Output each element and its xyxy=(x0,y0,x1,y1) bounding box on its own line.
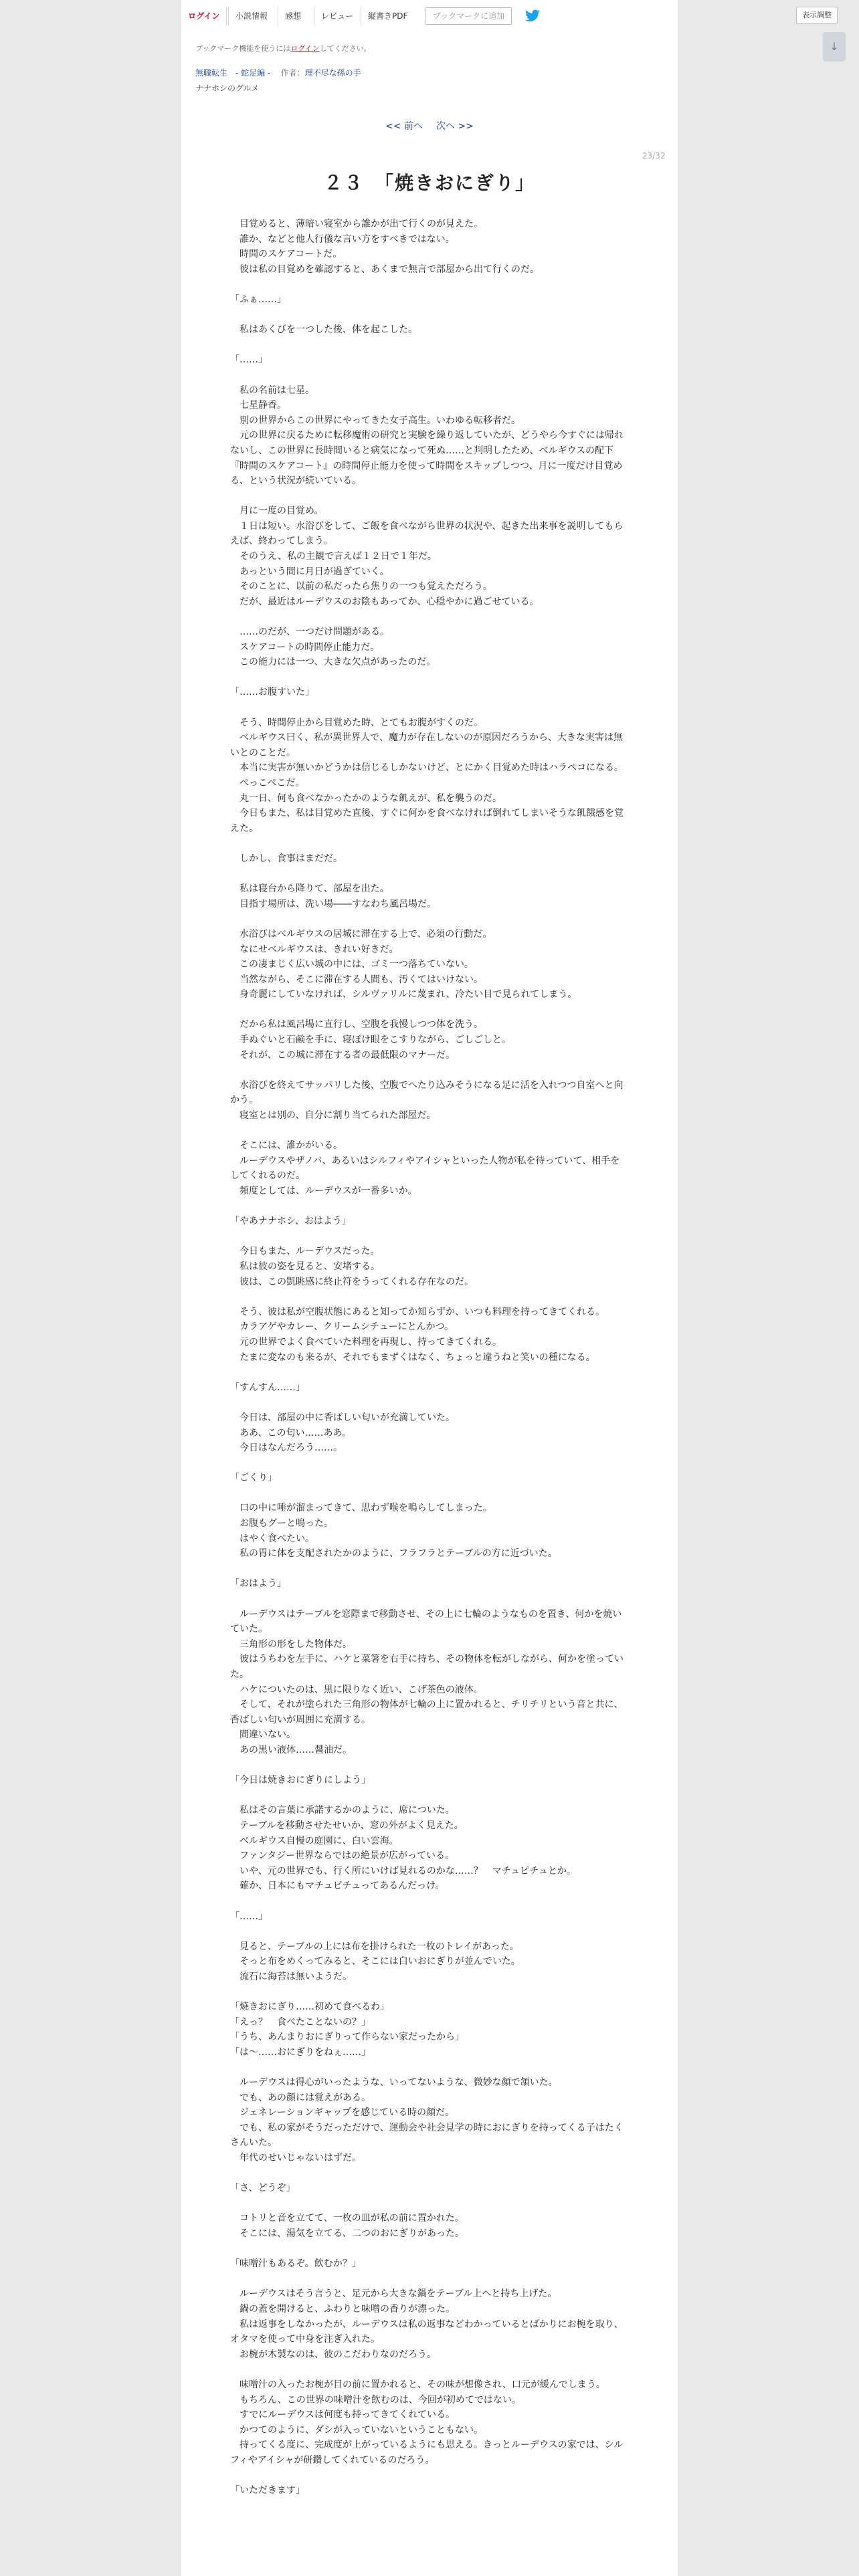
paragraph: でも、あの顔には覚えがある。 xyxy=(230,2092,371,2103)
blank-line xyxy=(230,2060,626,2075)
paragraph: かつてのように、ダシが入っていないということもない。 xyxy=(230,2424,483,2436)
bookmark-note-before: ブックマーク機能を使うには xyxy=(195,44,291,53)
paragraph: 本当に実害が無いかどうかは信じるしかないけど、とにかく目覚めた時はハラペコになる。 xyxy=(230,762,624,774)
vertical-pdf-link[interactable]: 縦書きPDF xyxy=(361,7,414,25)
bookmark-note-after: してください。 xyxy=(319,44,371,53)
paragraph: 時間のスケアコートだ。 xyxy=(230,249,343,260)
paragraph: そこには、誰かがいる。 xyxy=(230,1140,343,1152)
blank-line xyxy=(230,1289,626,1305)
paragraph: はやく食べたい。 xyxy=(230,1533,314,1544)
blank-line xyxy=(230,1229,626,1245)
blank-line xyxy=(230,1199,626,1214)
blank-line xyxy=(230,1984,626,2000)
paragraph: すでにルーデウスは何度も持ってきてくれている。 xyxy=(230,2409,455,2421)
paragraph: そう、時間停止から目覚めた時、とてもお腹がすくのだ。 xyxy=(230,717,483,728)
blank-line xyxy=(230,1758,626,1774)
paragraph: ジェネレーションギャップを感じている時の顔だ。 xyxy=(230,2107,455,2119)
blank-line xyxy=(230,1002,626,1018)
paragraph: そこには、湯気を立てる、二つのおにぎりがあった。 xyxy=(230,2228,464,2239)
paragraph: 口の中に唾が溜まってきて、思わず喉を鳴らしてしまった。 xyxy=(230,1503,492,1514)
blank-line xyxy=(230,700,626,716)
paragraph: 別の世界からこの世界にやってきた女子高生。いわゆる転移者だ。 xyxy=(230,415,520,426)
paragraph: 手ぬぐいと石鹸を手に、寝ぼけ眼をこすりながら、ごしごしと。 xyxy=(230,1035,511,1046)
paragraph: 誰か、などと他人行儀な言い方をすべきではない。 xyxy=(230,233,455,245)
prev-chapter-link[interactable]: << 前へ xyxy=(385,121,423,132)
paragraph: 「うち、あんまりおにぎりって作らない家だったから」 xyxy=(230,2032,464,2043)
paragraph: この凄まじく広い城の中には、ゴミ一つ落ちていない。 xyxy=(230,959,474,970)
paragraph: 持ってくる度に、完成度が上がっているようにも思える。きっとルーデウスの家では、シルフィやアイシャが研鑽してくれているのだろう。 xyxy=(230,2440,624,2466)
paragraph: 彼はうちわを左手に、ハケと菜箸を右手に持ち、その物体を転がしながら、何かを塗っていた。 xyxy=(230,1654,624,1680)
paragraph: 「ごくり」 xyxy=(230,1473,277,1484)
paragraph: だから私は風呂場に直行し、空腹を我慢しつつ体を洗う。 xyxy=(230,1019,483,1031)
paragraph: ルーデウスはテーブルを窓際まで移動させ、その上に七輪のようなものを置き、何かを焼いていた。 xyxy=(230,1608,622,1635)
paragraph: たまに変なのも来るが、それでもまずくはなく、ちょっと違うねと笑いの種になる。 xyxy=(230,1352,595,1363)
blank-line xyxy=(230,2468,626,2483)
scroll-down-arrow-icon[interactable]: ↓ xyxy=(823,32,846,62)
paragraph: 「やあナナホシ、おはよう」 xyxy=(230,1216,351,1227)
paragraph: 「いただきます」 xyxy=(230,2485,305,2496)
paragraph: 七星静香。 xyxy=(230,400,286,411)
paragraph: あの黒い液体……醤油だ。 xyxy=(230,1744,352,1755)
paragraph: 月に一度の目覚め。 xyxy=(230,506,324,517)
blank-line xyxy=(230,489,626,504)
paragraph: 今日はなんだろう……。 xyxy=(230,1442,343,1454)
top-navigation xyxy=(181,4,678,28)
paragraph: 目覚めると、薄暗い寝室から誰かが出て行くのが見えた。 xyxy=(230,219,483,229)
paragraph: 私の胃に体を支配されたかのように、フラフラとテーブルの方に近づいた。 xyxy=(230,1548,557,1560)
blank-line xyxy=(230,1395,626,1410)
paragraph: そう、彼は私が空腹状態にあると知ってか知らずか、いつも料理を持ってきてくれる。 xyxy=(230,1306,605,1317)
paragraph: 丸一日、何も食べなかったかのような飢えが、私を襲うのだ。 xyxy=(230,792,502,804)
paragraph: 鍋の蓋を開けると、ふわりと味噌の香りが漂った。 xyxy=(230,2303,455,2315)
paragraph: もちろん、この世界の味噌汁を飲むのは、今回が初めてではない。 xyxy=(230,2394,521,2405)
paragraph: スケアコートの時間停止能力だ。 xyxy=(230,641,380,653)
blank-line xyxy=(230,1562,626,1577)
blank-line xyxy=(230,338,626,353)
paragraph: 元の世界に戻るために転移魔術の研究と実験を繰り返していたが、どうやら今すぐには帰れないし、この世界に長時間いると病気になって死ぬ……と判明したため、ベルギウスの配下『時間のスケアコート』の時間停止能力を使って時間をスキップしつつ、月に一度だけ目覚める、という状況が続いている。 xyxy=(230,430,624,487)
blank-line xyxy=(230,1063,626,1078)
paragraph: 私は返事をしなかったが、ルーデウスは私の返事などわかっているとばかりにお椀を取り、オタマを使って中身を注ぎ入れた。 xyxy=(230,2319,624,2345)
paragraph: でも、私の家がそうだっただけで、運動会や社会見学の時におにぎりを持ってくる子はたくさんいた。 xyxy=(230,2122,624,2149)
blank-line xyxy=(230,2242,626,2257)
paragraph: 流石に海苔は無いようだ。 xyxy=(230,1971,352,1982)
paragraph: ああ、この匂い……ああ。 xyxy=(230,1427,351,1438)
paragraph: ……のだが、一つだけ問題がある。 xyxy=(230,627,389,638)
paragraph: 「さ、どうぞ」 xyxy=(230,2183,296,2194)
paragraph: お腹もグーと鳴った。 xyxy=(230,1518,333,1529)
paragraph: カラアゲやカレー、クリームシチューにとんかつ。 xyxy=(230,1321,454,1333)
blank-line xyxy=(230,368,626,383)
twitter-bird-icon[interactable] xyxy=(524,8,541,24)
paragraph: ファンタジー世界ならではの絶景が広がっている。 xyxy=(230,1850,455,1862)
author-link[interactable]: 理不尽な孫の手 xyxy=(304,68,361,78)
paragraph: コトリと音を立てて、一枚の皿が私の前に置かれた。 xyxy=(230,2213,464,2224)
paragraph: 今日もまた、私は目覚めた直後、すぐに何かを食べなければ倒れてしまいそうな飢餓感を覚えた。 xyxy=(230,808,624,834)
add-bookmark-button[interactable]: ブックマークに追加 xyxy=(425,7,512,25)
paragraph: だが、最近はルーデウスのお陰もあってか、心穏やかに過ごせている。 xyxy=(230,596,539,607)
paragraph: 当然ながら、そこに滞在する人間も、汚くてはいけない。 xyxy=(230,974,483,985)
paragraph: 私はその言葉に承諾するかのように、席についた。 xyxy=(230,1805,455,1816)
paragraph: 水浴びを終えてサッパリした後、空腹でへたり込みそうになる足に活を入れつつ自室へと向かう。 xyxy=(230,1079,624,1106)
chapter-group-label: ナナホシのグルメ xyxy=(195,84,260,93)
login-link[interactable]: ログイン xyxy=(181,7,227,25)
paragraph: いや、元の世界でも、行く所にいけば見れるのかな……？ マチュピチュとか。 xyxy=(230,1865,576,1876)
bookmark-note xyxy=(195,43,371,53)
paragraph: お椀が木製なのは、彼のこだわりなのだろう。 xyxy=(230,2349,436,2360)
paragraph: そして、それが塗られた三角形の物体が七輪の上に置かれると、チリチリという音と共に、香ばしい匂いが周囲に充満する。 xyxy=(230,1699,624,1725)
paragraph: 確か、日本にもマチュピチュってあるんだっけ。 xyxy=(230,1881,445,1892)
paragraph: 寝室とは別の、自分に割り当てられた部屋だ。 xyxy=(230,1110,436,1121)
blank-line xyxy=(230,1894,626,1909)
paragraph: それが、この城に滞在する者の最低限のマナーだ。 xyxy=(230,1049,455,1061)
blank-line xyxy=(230,1592,626,1607)
blank-line xyxy=(230,867,626,882)
paragraph: 私はあくびを一つした後、体を起こした。 xyxy=(230,324,417,336)
paragraph: 元の世界でよく食べていた料理を再現し、持ってきてくれる。 xyxy=(230,1336,502,1348)
paragraph: １日は短い。水浴びをして、ご飯を食べながら世界の状況や、起きた出来事を説明してもらえば、終わってしまう。 xyxy=(230,520,624,547)
paragraph: 私は彼の姿を見ると、安堵する。 xyxy=(230,1261,380,1272)
paragraph: ルーデウスはそう言うと、足元から大きな鍋をテーブル上へと持ち上げた。 xyxy=(230,2288,557,2300)
novel-info-link[interactable]: 小説情報 xyxy=(228,7,274,25)
blank-line xyxy=(230,2362,626,2377)
page-count: 23/32 xyxy=(642,151,666,160)
paragraph: 「……」 xyxy=(230,354,268,366)
paragraph: しかし、食事はまだだ。 xyxy=(230,853,343,864)
blank-line xyxy=(230,1456,626,1471)
blank-line xyxy=(230,308,626,323)
review-link[interactable]: レビュー xyxy=(314,7,360,25)
display-settings-button[interactable]: 表示調整 xyxy=(796,7,838,24)
paragraph: 身奇麗にしていなければ、シルヴァリルに蔑まれ、冷たい目で見られてしまう。 xyxy=(230,989,577,1000)
paragraph: ルーデウスやザノバ、あるいはシルフィやアイシャといった人物が私を待っていて、相手をしてくれるのだ。 xyxy=(230,1155,620,1182)
paragraph: 頻度としては、ルーデウスが一番多いか。 xyxy=(230,1186,417,1196)
blank-line xyxy=(230,1788,626,1804)
paragraph: 目指す場所は、洗い場――すなわち風呂場だ。 xyxy=(230,898,436,909)
paragraph: 私の名前は七星。 xyxy=(230,385,314,396)
paragraph: ルーデウスは得心がいったような、いってないような、微妙な顔で頷いた。 xyxy=(230,2077,558,2088)
paragraph: 私は寝台から降りて、部屋を出た。 xyxy=(230,883,389,895)
paragraph: あっという間に月日が過ぎていく。 xyxy=(230,566,389,577)
paragraph: 彼は私の目覚めを確認すると、あくまで無言で部屋から出て行くのだ。 xyxy=(230,263,539,275)
paragraph: 「は～……おにぎりをねぇ……」 xyxy=(230,2046,371,2058)
next-chapter-link[interactable]: 次へ >> xyxy=(436,121,474,132)
paragraph: テーブルを移動させたせいか、窓の外がよく見えた。 xyxy=(230,1820,464,1831)
paragraph: そっと布をめくってみると、そこには白いおにぎりが並んでいた。 xyxy=(230,1956,520,1967)
paragraph: そのうえ、私の主観で言えば１２日で１年だ。 xyxy=(230,551,437,562)
paragraph: 「すんすん……」 xyxy=(230,1382,305,1393)
chapter-pager xyxy=(0,119,859,132)
paragraph: ベルギウス曰く、私が異世界人で、魔力が存在しないのが原因だろうから、大きな実害は無いとのことだ。 xyxy=(230,732,624,758)
blank-line xyxy=(230,1365,626,1380)
blank-line xyxy=(230,836,626,851)
paragraph: ぺっこぺこだ。 xyxy=(230,777,305,788)
paragraph: そのことに、以前の私だったら焦りの一つも覚えただろう。 xyxy=(230,581,492,593)
blank-line xyxy=(230,2196,626,2212)
paragraph: 見ると、テーブルの上には布を掛けられた一枚のトレイがあった。 xyxy=(230,1941,519,1952)
paragraph: 水浴びはベルギウスの居城に滞在する上で、必須の行動だ。 xyxy=(230,928,492,940)
paragraph: 「焼きおにぎり……初めて食べるわ」 xyxy=(230,2002,389,2013)
blank-line xyxy=(230,911,626,927)
paragraph: 「今日は焼きおにぎりにしよう」 xyxy=(230,1775,371,1786)
paragraph: 味噌汁の入ったお椀が目の前に置かれると、その味が想像され、口元が緩んでしまう。 xyxy=(230,2379,605,2390)
series-title-link[interactable]: 無職転生 - 蛇足編 - xyxy=(195,68,271,78)
blank-line xyxy=(230,2272,626,2287)
paragraph: 「……お腹すいた」 xyxy=(230,687,314,698)
paragraph: 「味噌汁もあるぞ。飲むか？」 xyxy=(230,2258,361,2270)
blank-line xyxy=(230,1123,626,1139)
paragraph: 「……」 xyxy=(230,1911,268,1922)
bookmark-login-link[interactable]: ログイン xyxy=(290,44,320,53)
paragraph: 今日もまた、ルーデウスだった。 xyxy=(230,1246,380,1257)
paragraph: 今日は、部屋の中に香ばしい匂いが充満していた。 xyxy=(230,1412,455,1423)
novel-body xyxy=(230,217,626,2498)
blank-line xyxy=(230,1924,626,1939)
paragraph: 「ふぁ……」 xyxy=(230,294,286,305)
paragraph: 三角形の形をした物体だ。 xyxy=(230,1638,352,1650)
blank-line xyxy=(230,670,626,685)
paragraph: 「えっ？ 食べたことないの？」 xyxy=(230,2016,371,2028)
blank-line xyxy=(230,2166,626,2181)
blank-line xyxy=(230,609,626,625)
author-label: 作者： xyxy=(280,68,305,78)
blank-line xyxy=(230,1486,626,1501)
paragraph: なにせベルギウスは、きれい好きだ。 xyxy=(230,944,399,955)
paragraph: ハケについたのは、黒に限りなく近い、こげ茶色の液体。 xyxy=(230,1684,483,1695)
work-info xyxy=(195,67,361,94)
paragraph: 年代のせいじゃないはずだ。 xyxy=(230,2153,361,2163)
blank-line xyxy=(230,277,626,292)
chapter-title: ２３ 「焼きおにぎり」 xyxy=(323,172,535,194)
paragraph: 「おはよう」 xyxy=(230,1578,286,1590)
paragraph: ベルギウス自慢の庭園に、白い雲海。 xyxy=(230,1835,399,1846)
paragraph: この能力には一つ、大きな欠点があったのだ。 xyxy=(230,657,436,668)
paragraph: 彼は、この凱眺感に終止符をうってくれる存在なのだ。 xyxy=(230,1276,474,1287)
paragraph: 間違いない。 xyxy=(230,1729,296,1741)
impressions-link[interactable]: 感想 xyxy=(278,7,308,25)
